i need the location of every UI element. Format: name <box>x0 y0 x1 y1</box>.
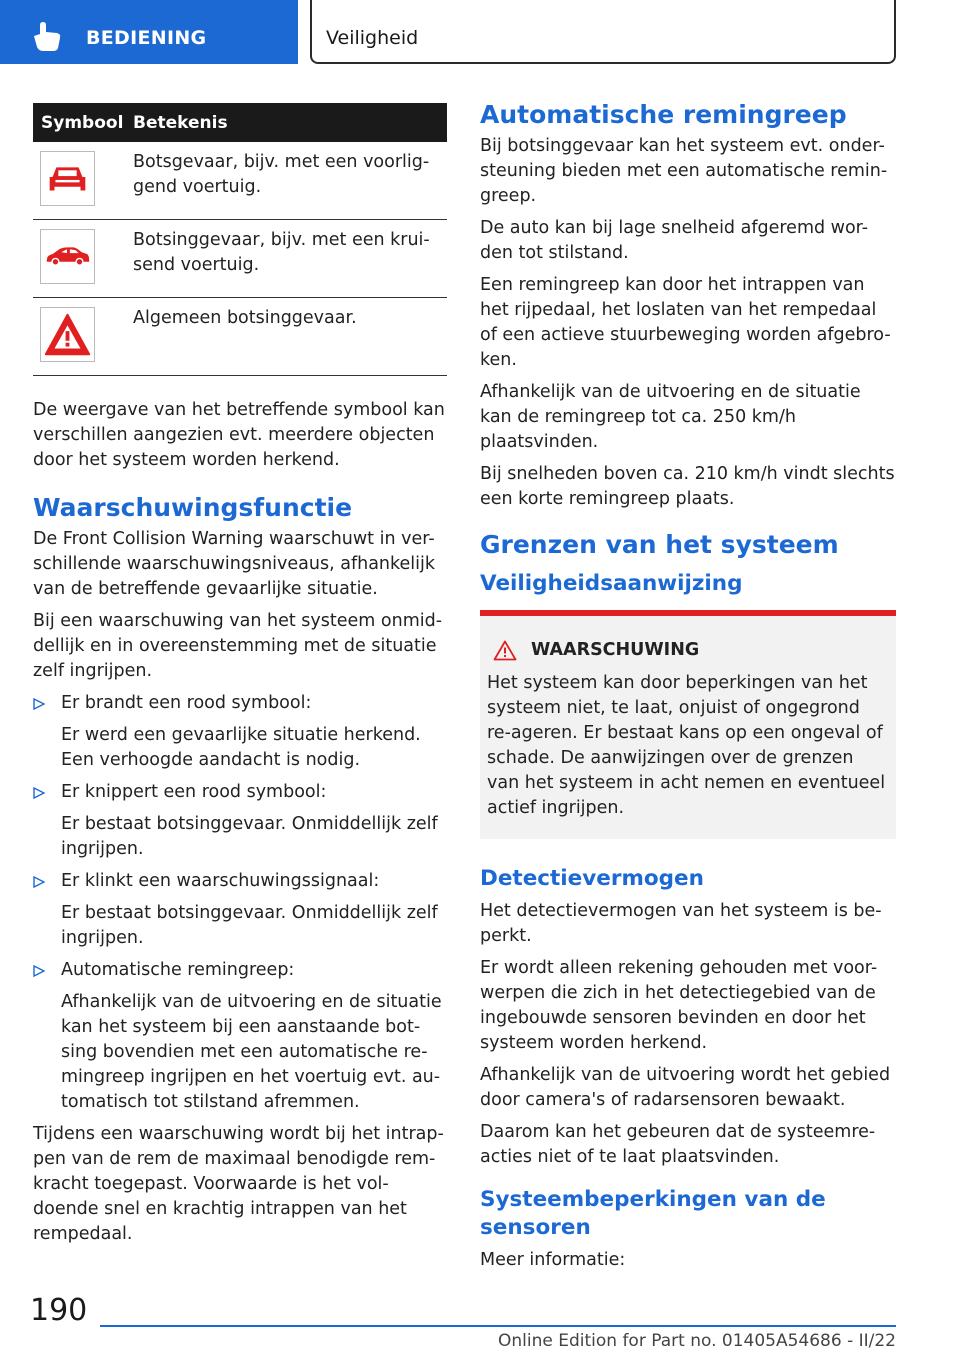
paragraph: Bij botsinggevaar kan het systeem evt. onder-steuning bieden met een automatische remin-greep. <box>480 136 888 206</box>
paragraph: Daarom kan het gebeuren dat de systeemre-acties niet of te laat plaatsvinden. <box>480 1122 876 1167</box>
triangle-bullet-icon <box>33 965 45 977</box>
table-row <box>33 220 447 298</box>
section-label: BEDIENING <box>86 27 207 49</box>
paragraph: Meer informatie: <box>480 1250 626 1270</box>
heading-detection: Detectievermogen <box>480 866 704 891</box>
list-item-head: Er brandt een rood symbool: <box>61 693 312 713</box>
list-item-detail: Er bestaat botsinggevaar. Onmiddellijk zelf ingrijpen. <box>61 903 438 948</box>
row-text: Botsinggevaar, bijv. met een krui-send voertuig. <box>133 230 430 275</box>
warning-icon <box>493 640 517 661</box>
row-text: Botsgevaar, bijv. met een voorlig-gend voertuig. <box>133 152 430 197</box>
list-item-head: Er knippert een rood symbool: <box>61 782 327 802</box>
table-row <box>33 142 447 220</box>
list-item-head: Automatische remingreep: <box>61 960 295 980</box>
car-front-icon <box>40 151 95 206</box>
row-text: Algemeen botsinggevaar. <box>133 308 357 328</box>
triangle-bullet-icon <box>33 787 45 799</box>
list-item-detail: Er bestaat botsinggevaar. Onmiddellijk zelf ingrijpen. <box>61 814 438 859</box>
table-header <box>33 103 447 142</box>
table-row <box>33 298 447 376</box>
section-tab[interactable] <box>0 0 298 64</box>
intro-paragraph: De weergave van het betreffende symbool kan verschillen aangezien evt. meerdere objecten door het systeem worden herkend. <box>33 400 445 470</box>
paragraph: Afhankelijk van de uitvoering wordt het gebied door camera's of radarsensoren bewaakt. <box>480 1065 891 1110</box>
heading-sensor-limits: Systeembeperkingen van de sensoren <box>480 1187 826 1240</box>
paragraph: De auto kan bij lage snelheid afgeremd wor-den tot stilstand. <box>480 218 869 263</box>
list-item-detail: Er werd een gevaarlijke situatie herkend. Een verhoogde aandacht is nodig. <box>61 725 421 770</box>
list-item <box>33 958 448 1115</box>
warning-title <box>487 638 888 663</box>
paragraph: Afhankelijk van de uitvoering en de situatie kan de remingreep tot ca. 250 km/h plaatsvinden. <box>480 382 861 452</box>
paragraph: Het detectievermogen van het systeem is be-perkt. <box>480 901 882 946</box>
list-item-detail: Afhankelijk van de uitvoering en de situatie kan het systeem bij een aanstaande bot-sing bovendien met een automatische re-mingreep ingrijpen en het voertuig evt. au-tomatisch tot stilstand afremmen. <box>61 992 442 1112</box>
triangle-bullet-icon <box>33 876 45 888</box>
warning-title-text: WAARSCHUWING <box>531 640 700 660</box>
topic-label: Veiligheid <box>326 27 419 49</box>
heading-warning-function: Waarschuwingsfunctie <box>33 493 353 522</box>
car-side-icon <box>40 229 95 284</box>
symbol-table <box>33 103 447 376</box>
left-column <box>33 398 448 1254</box>
list-item <box>33 780 448 862</box>
warning-box <box>480 610 896 839</box>
list-item-head: Er klinkt een waarschuwingssignaal: <box>61 871 380 891</box>
warning-text: Het systeem kan door beperkingen van het systeem niet, te laat, onjuist of ongegrond re-ageren. Er bestaat kans op een ongeval of schade. De aanwijzingen over de grenzen van het systeem in acht nemen en eventueel actief ingrijpen. <box>487 673 886 818</box>
footer-divider <box>100 1325 896 1327</box>
warning-triangle-icon <box>40 307 95 362</box>
paragraph: Bij een waarschuwing van het systeem onmid-dellijk en in overeenstemming met de situatie zelf ingrijpen. <box>33 611 443 681</box>
right-column <box>480 100 896 1280</box>
list-item <box>33 691 448 773</box>
paragraph: De Front Collision Warning waarschuwt in ver-schillende waarschuwingsniveaus, afhankelijk van de betreffende gevaarlijke situatie. <box>33 529 436 599</box>
paragraph: Er wordt alleen rekening gehouden met voor-werpen die zich in het detectiegebied van de ingebouwde sensoren bevinden en door het systeem worden herkend. <box>480 958 878 1053</box>
column-header-meaning: Betekenis <box>133 112 228 133</box>
column-header-symbol: Symbool <box>41 112 124 133</box>
heading-auto-braking: Automatische remingreep <box>480 100 847 129</box>
triangle-bullet-icon <box>33 698 45 710</box>
edition-footer: Online Edition for Part no. 01405A54686 - II/22 <box>497 1331 896 1351</box>
paragraph: Bij snelheden boven ca. 210 km/h vindt slechts een korte remingreep plaats. <box>480 464 895 509</box>
hand-pointer-icon <box>30 22 64 52</box>
list-item <box>33 869 448 951</box>
topic-header <box>310 0 896 64</box>
heading-safety-note: Veiligheidsaanwijzing <box>480 571 743 596</box>
paragraph: Een remingreep kan door het intrappen van het rijpedaal, het loslaten van het rempedaal of een actieve stuurbeweging worden afgebro-ken. <box>480 275 891 370</box>
page-number: 190 <box>30 1293 88 1328</box>
paragraph: Tijdens een waarschuwing wordt bij het intrap-pen van de rem de maximaal benodigde rem-kracht toegepast. Voorwaarde is het vol-doende snel en krachtig intrappen van het rempedaal. <box>33 1124 444 1244</box>
heading-system-limits: Grenzen van het systeem <box>480 530 839 559</box>
